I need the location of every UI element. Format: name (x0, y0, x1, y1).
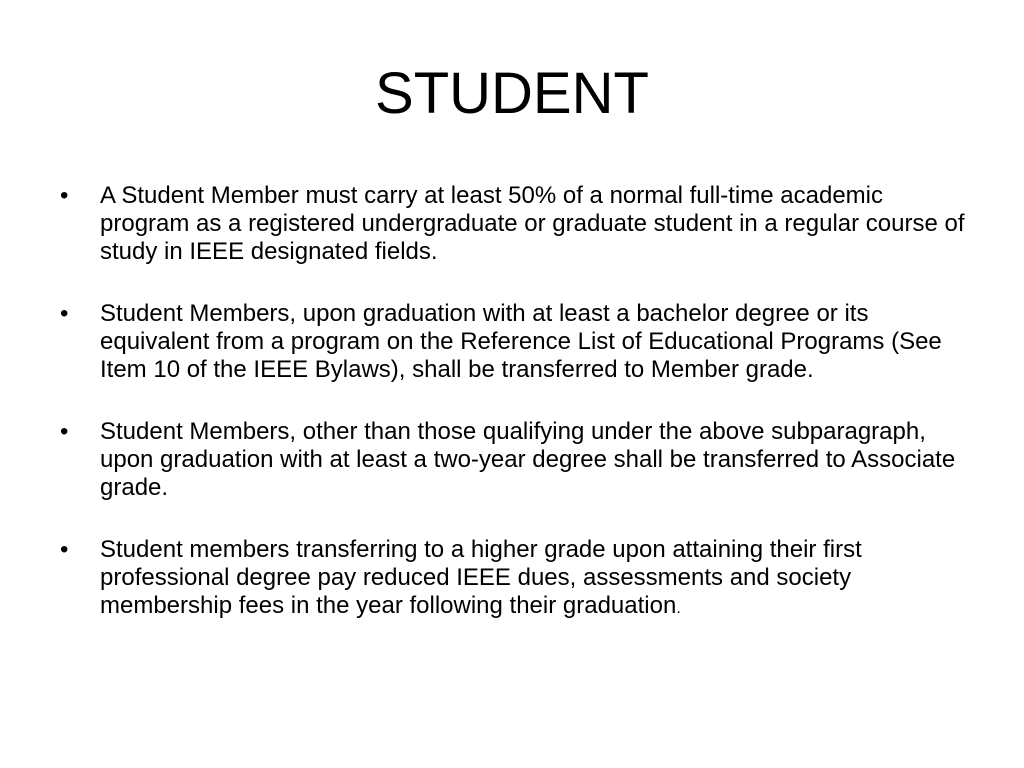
list-item (60, 418, 970, 502)
bullet-list (60, 182, 970, 657)
bullet-end-mark: . (676, 600, 681, 617)
bullet-text: Student members transferring to a higher grade upon attaining their first professional degree pay reduced IEEE dues, assessments and society membership fees in the year following their graduation (100, 536, 862, 619)
bullet-icon: • (60, 536, 69, 563)
list-item (60, 182, 970, 266)
bullet-icon: • (60, 300, 69, 327)
bullet-icon: • (60, 418, 69, 445)
list-item (60, 300, 970, 384)
bullet-text: Student Members, upon graduation with at least a bachelor degree or its equivalent from a program on the Reference List of Educational Programs (See Item 10 of the IEEE Bylaws), shall be transferred to Member grade. (100, 300, 942, 383)
bullet-text: Student Members, other than those qualifying under the above subparagraph, upon graduation with at least a two-year degree shall be transferred to Associate grade. (100, 418, 956, 501)
bullet-text: A Student Member must carry at least 50% of a normal full-time academic program as a registered undergraduate or graduate student in a regular course of study in IEEE designated fields. (100, 182, 965, 265)
slide-title: STUDENT (375, 61, 649, 126)
bullet-icon: • (60, 182, 69, 209)
list-item (60, 536, 970, 623)
